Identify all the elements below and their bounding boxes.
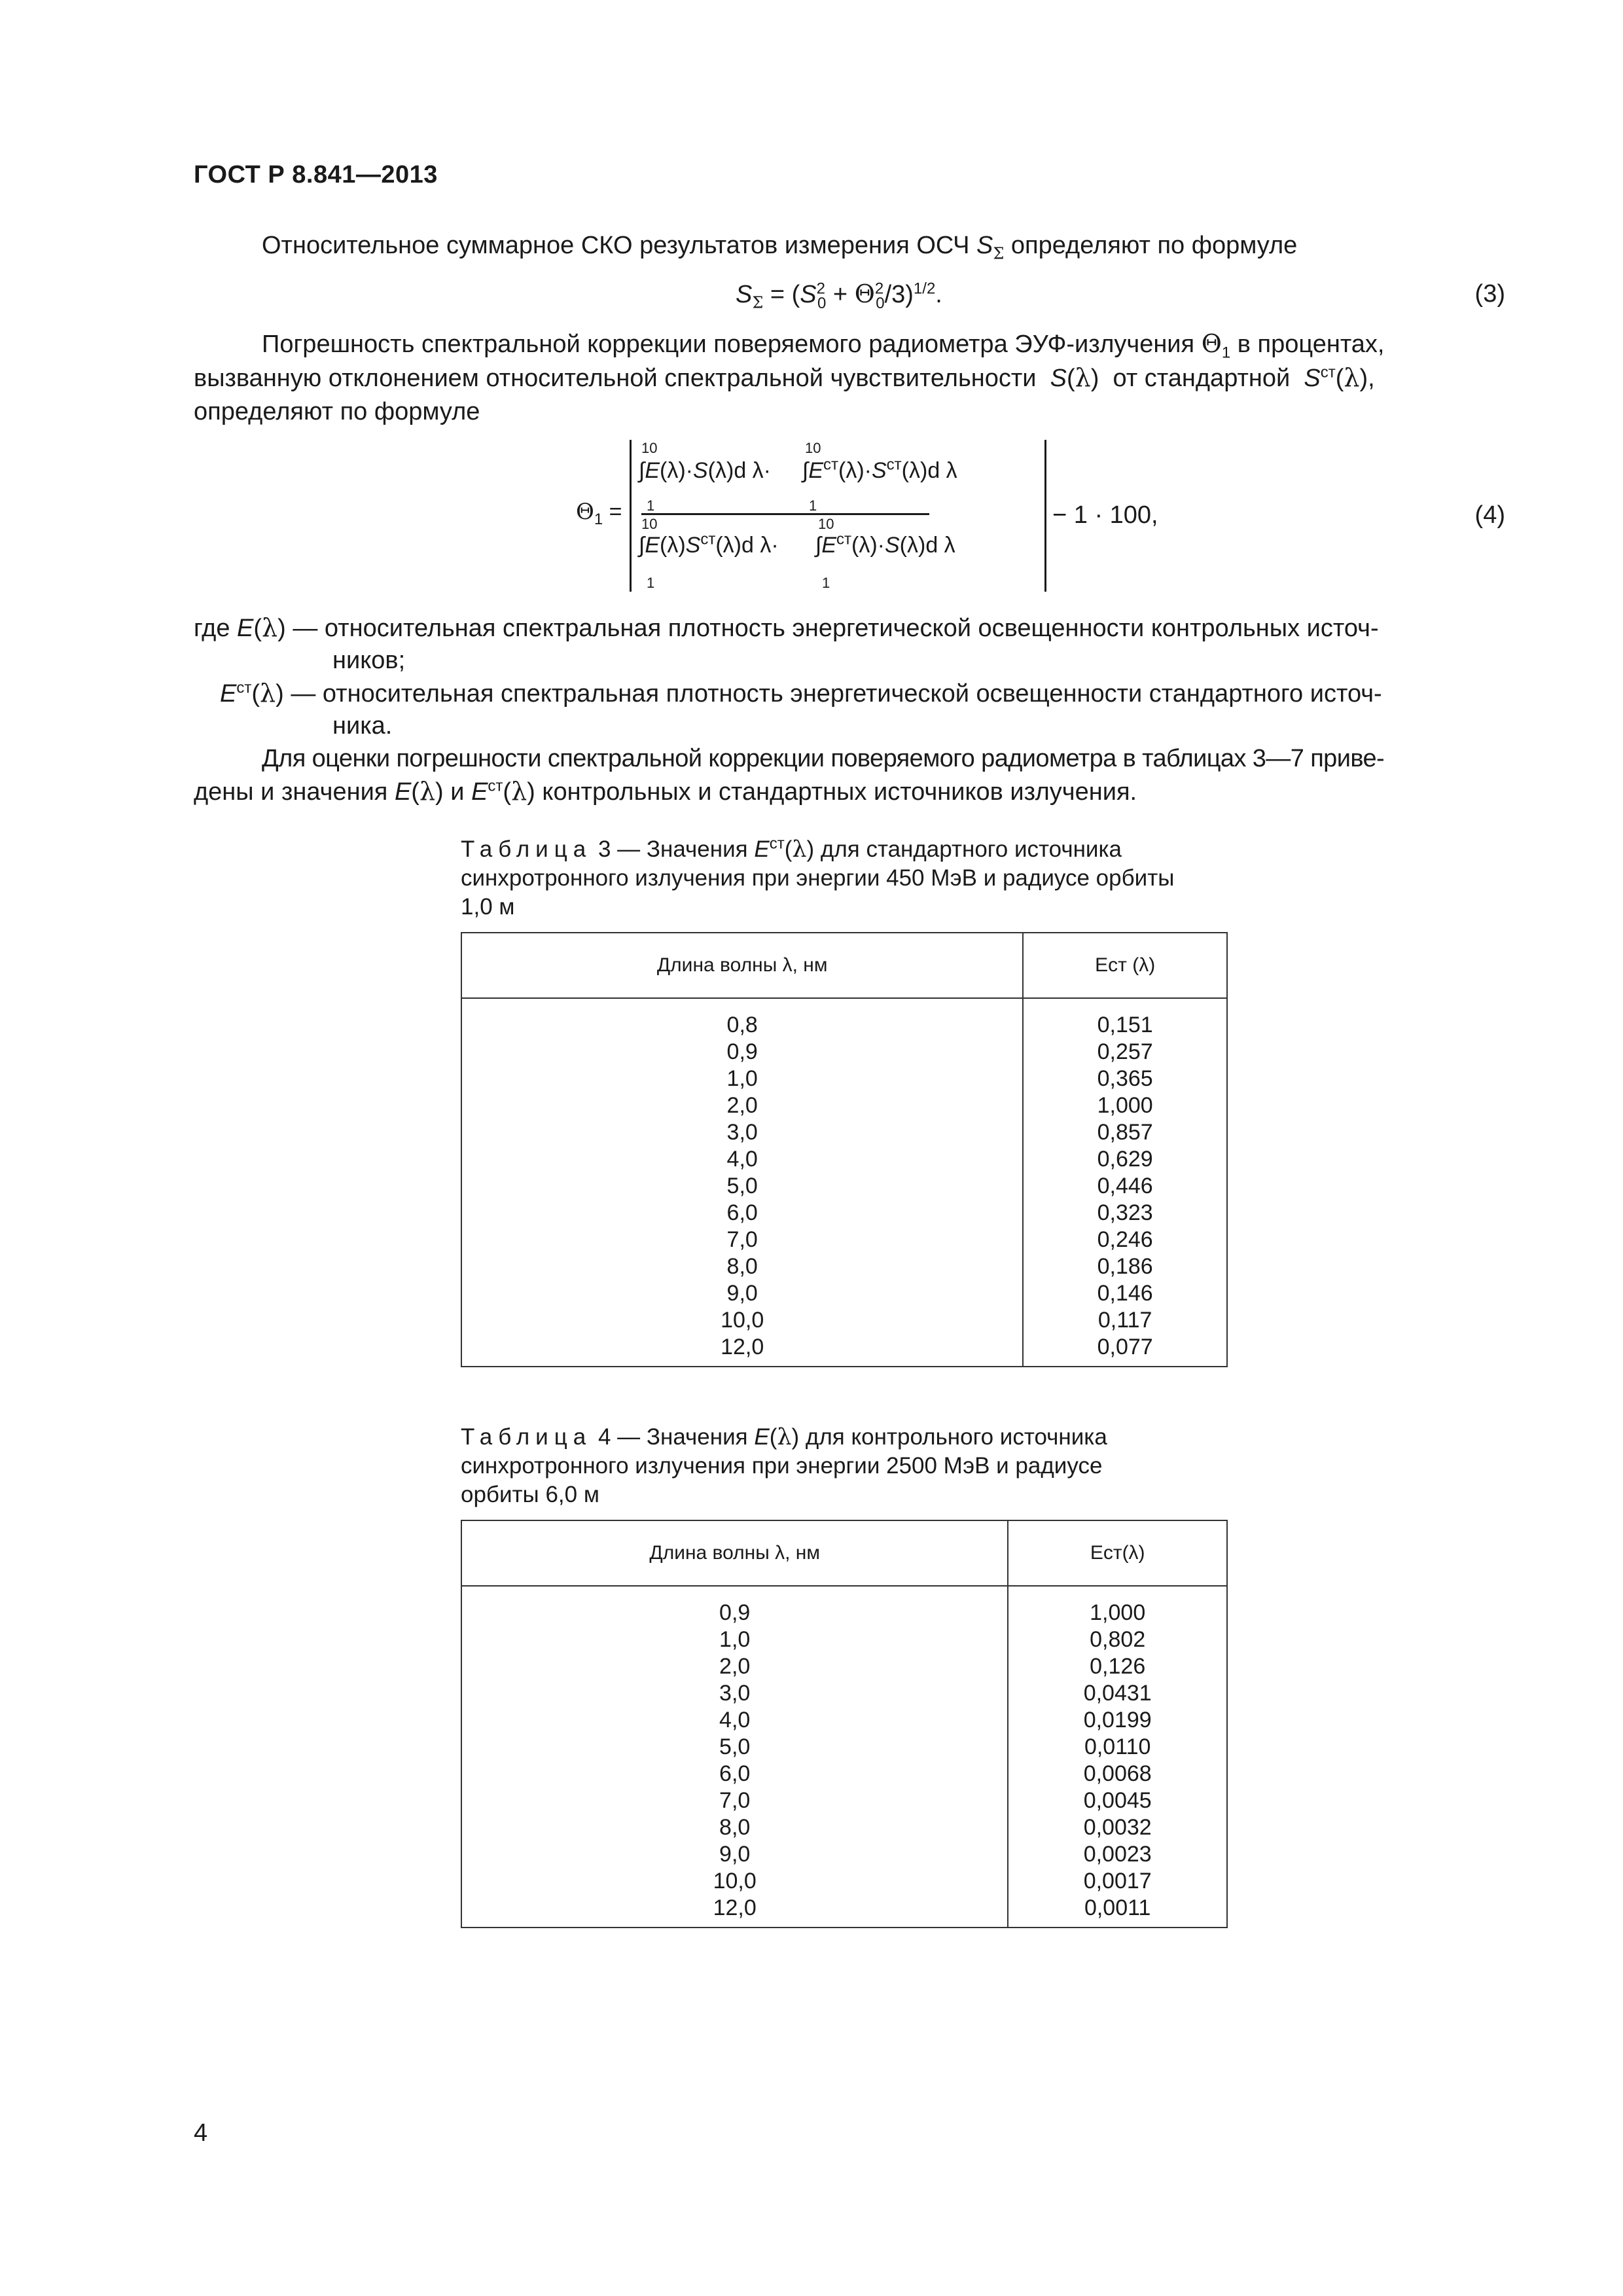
table-4: [461, 1520, 1228, 1928]
table-3-col-value: Eст (λ): [1023, 933, 1227, 998]
table-row: [461, 998, 1227, 1039]
wavelength-cell: 0,8: [461, 998, 1023, 1039]
wavelength-cell: 0,9: [461, 1039, 1023, 1066]
wavelength-cell: 7,0: [461, 1227, 1023, 1253]
table-row: [461, 1227, 1227, 1253]
paragraph-1-text: Относительное суммарное СКО результатов измерения ОСЧ: [262, 232, 970, 259]
table-row: [461, 1119, 1227, 1146]
value-cell: 0,0023: [1008, 1841, 1227, 1868]
formula-3: $S_\Sigma = (S^2_0 + \Theta^2_0/3)^{1/2}$.: [736, 279, 942, 312]
table-3-caption: Таблица 3 — Значения $E^{ст}(\lambda)$ для стандартного источника синхротронного излучения при энергии 450 МэВ и радиусе орбиты 1,0 м: [461, 834, 1175, 920]
wavelength-cell: 1,0: [461, 1626, 1008, 1653]
equation-number-3: (3): [1474, 280, 1505, 308]
table-row: [461, 1173, 1227, 1200]
wavelength-cell: 7,0: [461, 1787, 1008, 1814]
value-cell: 0,146: [1023, 1280, 1227, 1307]
paragraph-2-line-2: вызванную отклонением относительной спектральной чувствительности S(λ) от стандартной $S^{ст}(\lambda)$,: [194, 363, 1375, 392]
paragraph-3-line-1: Для оценки погрешности спектральной коррекции поверяемого радиометра в таблицах 3—7 приве-: [262, 745, 1385, 772]
wavelength-cell: 5,0: [461, 1734, 1008, 1761]
wavelength-cell: 8,0: [461, 1814, 1008, 1841]
value-cell: 0,323: [1023, 1200, 1227, 1227]
definition-2: $E^{ст}(\lambda)$ — относительная спектральная плотность энергетической освещенности стандартного источ-: [220, 679, 1382, 708]
table-row: [461, 1761, 1227, 1787]
value-cell: 0,126: [1008, 1653, 1227, 1680]
wavelength-cell: 9,0: [461, 1841, 1008, 1868]
value-cell: 0,629: [1023, 1146, 1227, 1173]
value-cell: 0,0032: [1008, 1814, 1227, 1841]
value-cell: 0,0068: [1008, 1761, 1227, 1787]
wavelength-cell: 3,0: [461, 1119, 1023, 1146]
table-row: [461, 1734, 1227, 1761]
paragraph-1: Относительное суммарное СКО результатов измерения ОСЧ $S_\Sigma$ определяют по формуле: [262, 232, 1298, 263]
wavelength-cell: 2,0: [461, 1092, 1023, 1119]
wavelength-cell: 1,0: [461, 1066, 1023, 1092]
value-cell: 0,246: [1023, 1227, 1227, 1253]
value-cell: 0,117: [1023, 1307, 1227, 1334]
wavelength-cell: 10,0: [461, 1868, 1008, 1895]
table-4-col-wavelength: Длина волны λ, нм: [461, 1520, 1008, 1586]
wavelength-cell: 6,0: [461, 1761, 1008, 1787]
table-row: [461, 1039, 1227, 1066]
table-row: [461, 1653, 1227, 1680]
paragraph-2-line-1: Погрешность спектральной коррекции поверяемого радиометра ЭУФ-излучения $\Theta_1$ в процентах,: [262, 329, 1385, 362]
value-cell: 0,0110: [1008, 1734, 1227, 1761]
value-cell: 0,365: [1023, 1066, 1227, 1092]
table-row: [461, 1814, 1227, 1841]
document-header: ГОСТ Р 8.841—2013: [194, 161, 438, 188]
wavelength-cell: 12,0: [461, 1334, 1023, 1367]
value-cell: 0,151: [1023, 998, 1227, 1039]
value-cell: 0,186: [1023, 1253, 1227, 1280]
value-cell: 0,0017: [1008, 1868, 1227, 1895]
table-row: [461, 1586, 1227, 1626]
table-row: [461, 1841, 1227, 1868]
wavelength-cell: 10,0: [461, 1307, 1023, 1334]
wavelength-cell: 12,0: [461, 1895, 1008, 1928]
table-row: [461, 1787, 1227, 1814]
wavelength-cell: 5,0: [461, 1173, 1023, 1200]
value-cell: 0,446: [1023, 1173, 1227, 1200]
value-cell: 0,0431: [1008, 1680, 1227, 1707]
definition-2-continued: ника.: [332, 712, 393, 740]
value-cell: 0,0199: [1008, 1707, 1227, 1734]
value-cell: 0,077: [1023, 1334, 1227, 1367]
table-row: [461, 1307, 1227, 1334]
table-row: [461, 1626, 1227, 1653]
table-row: [461, 1146, 1227, 1173]
table-row: [461, 1092, 1227, 1119]
table-row: [461, 1066, 1227, 1092]
value-cell: 1,000: [1023, 1092, 1227, 1119]
value-cell: 0,0011: [1008, 1895, 1227, 1928]
paragraph-1-end: определяют по формуле: [1010, 232, 1298, 259]
table-row: [461, 1200, 1227, 1227]
wavelength-cell: 4,0: [461, 1707, 1008, 1734]
paragraph-2-line-3: определяют по формуле: [194, 398, 480, 425]
page-number: 4: [194, 2119, 208, 2147]
equation-number-4: (4): [1474, 501, 1505, 529]
value-cell: 0,857: [1023, 1119, 1227, 1146]
definition-1: где E(λ) — относительная спектральная плотность энергетической освещенности контрольных источ-: [194, 613, 1379, 642]
formula-4: $\Theta_1$ = 10 ∫E(λ)·S(λ)d λ· 1 10 $\int E^{ст}(\lambda)\cdot S^{ст}(\lambda)d$ λ 1 10 $\int E(\lambda)S^{ст}(\lambda)d$ λ· 1 10 $\int E^{ст}(\lambda)\cdot S(\lambda)d$ λ 1 − 1 · 100,: [576, 440, 1158, 591]
table-row: [461, 1680, 1227, 1707]
formula-4-tail: − 1 · 100,: [1052, 501, 1158, 529]
value-cell: 1,000: [1008, 1586, 1227, 1626]
value-cell: 0,802: [1008, 1626, 1227, 1653]
table-row: [461, 1895, 1227, 1928]
table-row: [461, 1280, 1227, 1307]
table-row: [461, 1868, 1227, 1895]
wavelength-cell: 3,0: [461, 1680, 1008, 1707]
definition-1-continued: ников;: [332, 647, 406, 674]
value-cell: 0,257: [1023, 1039, 1227, 1066]
wavelength-cell: 8,0: [461, 1253, 1023, 1280]
table-3-col-wavelength: Длина волны λ, нм: [461, 933, 1023, 998]
wavelength-cell: 6,0: [461, 1200, 1023, 1227]
table-3: [461, 932, 1228, 1367]
wavelength-cell: 0,9: [461, 1586, 1008, 1626]
wavelength-cell: 4,0: [461, 1146, 1023, 1173]
table-row: [461, 1253, 1227, 1280]
table-4-caption: Таблица 4 — Значения E(λ) для контрольного источника синхротронного излучения при энергии 2500 МэВ и радиусе орбиты 6,0 м: [461, 1424, 1107, 1507]
table-row: [461, 1334, 1227, 1367]
table-row: [461, 1707, 1227, 1734]
paragraph-3-line-2: дены и значения E(λ) и $E^{ст}(\lambda)$ контрольных и стандартных источников излучения.: [194, 777, 1137, 806]
value-cell: 0,0045: [1008, 1787, 1227, 1814]
wavelength-cell: 2,0: [461, 1653, 1008, 1680]
table-4-col-value: Eст(λ): [1008, 1520, 1227, 1586]
wavelength-cell: 9,0: [461, 1280, 1023, 1307]
